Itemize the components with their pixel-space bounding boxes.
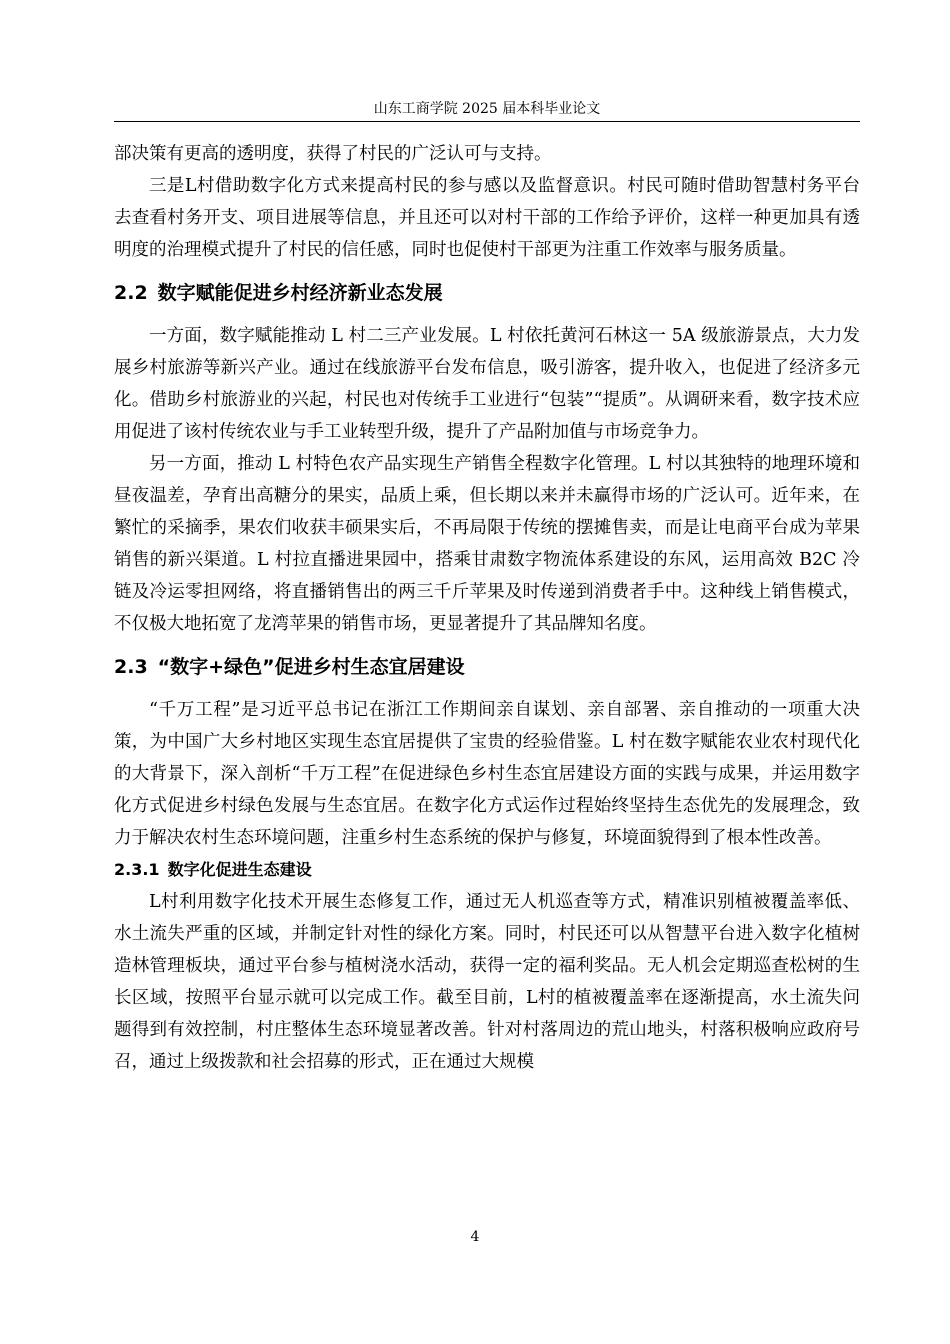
running-header: 山东工商学院 2025 届本科毕业论文: [373, 101, 601, 117]
paragraph-ecommerce: 另一方面，推动 L 村特色农产品实现生产销售全程数字化管理。L 村以其独特的地理环境和昼夜温差，孕育出高糖分的果实，品质上乘，但长期以来并未赢得市场的广泛认可。近年来，在繁忙的采摘季，果农们收获丰硕果实后，不再局限于传统的摆摊售卖，而是让电商平台成为苹果销售的新兴渠道。L 村拉直播进果园中，搭乘甘肃数字物流体系建设的东风，运用高效 B2C 冷链及冷运零担网络，将直播销售出的两三千斤苹果及时传递到消费者手中。这种线上销售模式，不仅极大地拓宽了龙湾苹果的销售市场，更显著提升了其品牌知名度。: [114, 454, 860, 634]
section-title: 数字赋能促进乡村经济新业态发展: [157, 282, 443, 304]
section-number: 2.3: [114, 656, 148, 678]
section-heading-2-2: [114, 279, 860, 307]
page-content: [114, 138, 860, 1078]
paragraph-ecological-restoration: L村利用数字化技术开展生态修复工作，通过无人机巡查等方式，精准识别植被覆盖率低、水土流失严重的区域，并制定针对性的绿化方案。同时，村民还可以从智慧平台进入数字化植树造林管理板块，通过平台参与植树浇水活动，获得一定的福利奖品。无人机会定期巡查松树的生长区域，按照平台显示就可以完成工作。截至目前，L村的植被覆盖率在逐渐提高，水土流失问题得到有效控制，村庄整体生态环境显著改善。针对村落周边的荒山地头，村落积极响应政府号召，通过上级拨款和社会招募的形式，正在通过大规模: [114, 892, 860, 1072]
paragraph-continued: 部决策有更高的透明度，获得了村民的广泛认可与支持。: [114, 144, 552, 164]
section-heading-2-3-1: [114, 858, 860, 882]
section-title: “数字+绿色”促进乡村生态宜居建设: [157, 656, 465, 678]
header-rule: [114, 121, 860, 122]
paragraph-qianwan-project: “千万工程”是习近平总书记在浙江工作期间亲自谋划、亲自部署、亲自推动的一项重大决策，为中国广大乡村地区实现生态宜居提供了宝贵的经验借鉴。L 村在数字赋能农业农村现代化的大背景下，深入剖析“千万工程”在促进绿色乡村生态宜居建设方面的实践与成果，并运用数字化方式促进乡村绿色发展与生态宜居。在数字化方式运作过程始终坚持生态优先的发展理念，致力于解决农村生态环境问题，注重乡村生态系统的保护与修复，环境面貌得到了根本性改善。: [114, 700, 860, 848]
paragraph-village-supervision: 三是L村借助数字化方式来提高村民的参与感以及监督意识。村民可随时借助智慧村务平台去查看村务开支、项目进展等信息，并且还可以对村干部的工作给予评价，这样一种更加具有透明度的治理模式提升了村民的信任感，同时也促使村干部更为注重工作效率与服务质量。: [114, 176, 860, 260]
paragraph-tourism: 一方面，数字赋能推动 L 村二三产业发展。L 村依托黄河石林这一 5A 级旅游景点，大力发展乡村旅游等新兴产业。通过在线旅游平台发布信息，吸引游客，提升收入，也促进了经济多元化。借助乡村旅游业的兴起，村民也对传统手工业进行“包装”“提质”。从调研来看，数字技术应用促进了该村传统农业与手工业转型升级，提升了产品附加值与市场竞争力。: [114, 326, 860, 442]
section-title: 数字化促进生态建设: [167, 860, 312, 879]
section-heading-2-3: [114, 653, 860, 681]
page-number: 4: [470, 1229, 480, 1245]
section-number: 2.3.1: [114, 860, 160, 879]
section-number: 2.2: [114, 282, 148, 304]
